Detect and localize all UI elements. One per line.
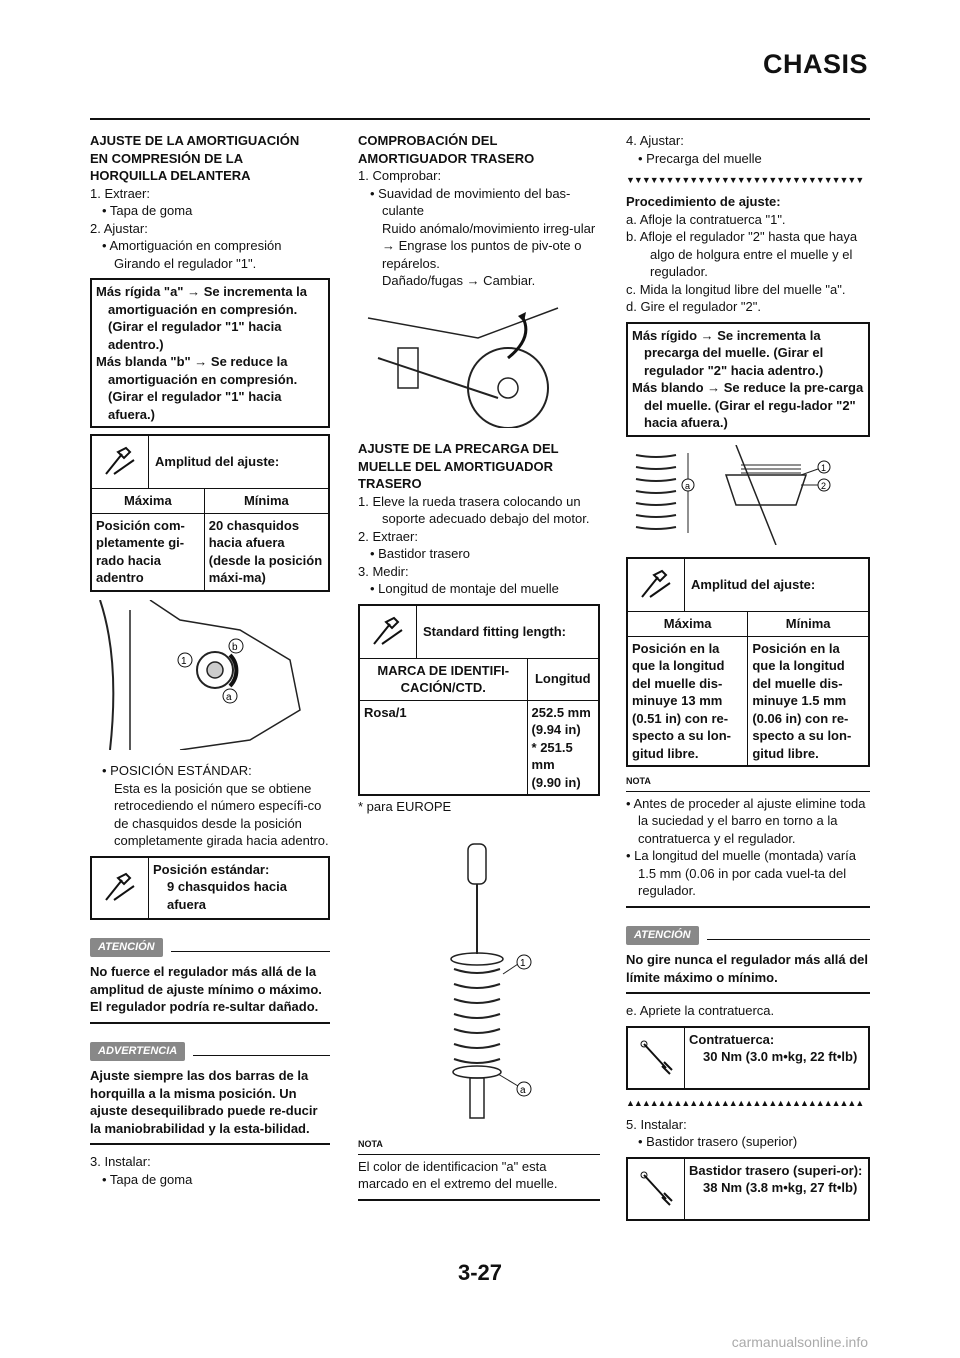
spec-title: Amplitud del ajuste: [155, 454, 280, 470]
step: 3. Medir: [358, 563, 409, 579]
torque-wrench-icon [628, 1159, 685, 1219]
spec-head-min: Mínima [204, 489, 328, 513]
caution-text: No gire nunca el regulador más allá del límite máximo o mínimo. [626, 951, 870, 994]
step: 1. Comprobar: [358, 168, 442, 183]
heading-line: EN COMPRESIÓN DE LA [90, 150, 244, 166]
length-line: 252.5 mm [531, 704, 591, 720]
spec-box [358, 604, 600, 797]
callout-1: 1 [181, 655, 187, 667]
adjust-box [626, 322, 870, 437]
note-label: NOTA [626, 776, 651, 786]
adjust-stiffer: Más rígido → Se incrementa la precarga del muelle. (Girar el regulador "2" hacia adentro.) [632, 327, 824, 378]
standard-value: 9 chasquidos hacia afuera [167, 879, 287, 912]
section-heading [358, 132, 600, 167]
procedure-step: c. Mida la longitud libre del muelle "a". [626, 281, 846, 297]
caution-block [626, 926, 870, 995]
torque-value: 38 Nm (3.8 m•kg, 27 ft•lb) [703, 1180, 858, 1195]
header-rule [90, 118, 870, 120]
note-block [358, 1136, 600, 1201]
step-item: • Tapa de goma [102, 1171, 193, 1187]
page-number: 3-27 [457, 1260, 503, 1285]
wrench-icon [628, 559, 685, 611]
caution-label: ATENCIÓN [626, 926, 699, 946]
watermark[interactable]: carmanualsonline.info [731, 1334, 868, 1350]
callout-1: 1 [821, 462, 827, 473]
standard-item: • POSICIÓN ESTÁNDAR: [102, 763, 252, 778]
spec-mark-value: Rosa/1 [364, 704, 407, 720]
preload-figure [626, 445, 870, 550]
procedure-step: b. Afloje el regulador "2" hasta que haya algo de holgura entre el muelle y el regulador. [626, 229, 858, 279]
step-item: • Tapa de goma [102, 203, 193, 218]
note-item: • La longitud del muelle (montada) varía 1.5 mm (0.06 in por cada vuel-ta del regulador. [626, 848, 857, 898]
column-1 [90, 132, 330, 1188]
spec-head-min: Mínima [748, 612, 868, 636]
spec-max-value: Posición en la que la longitud del muelle dis-minuye 13 mm (0.51 in) con re-specto a su lon-gitud libre. [632, 640, 731, 761]
step-subtext: Dañado/fugas → Cambiar. [382, 273, 536, 288]
step: 2. Ajustar: [90, 220, 148, 236]
procedure-step: a. Afloje la contratuerca "1". [626, 211, 786, 227]
spec-min-value: Posición en la que la longitud del muelle dis-minuye 1.5 mm (0.06 in) con re-specto a su lon-gitud libre. [748, 636, 868, 765]
callout-2: 2 [821, 480, 827, 491]
heading-line: MUELLE DEL AMORTIGUADOR [358, 458, 553, 474]
step-item: • Bastidor trasero (superior) [638, 1134, 798, 1149]
column-3 [626, 132, 870, 1227]
callout-a: a [520, 1084, 526, 1096]
length-line: (9.90 in) [531, 774, 581, 790]
procedure-heading: Procedimiento de ajuste: [626, 194, 781, 209]
spec-box [90, 434, 330, 592]
spec-head-max: Máxima [92, 489, 204, 513]
adjust-softer: Más blanda "b" → Se reduce la amortiguación en compresión. (Girar el regulador "1" hacia afuera.) [96, 354, 298, 422]
torque-box [626, 1157, 870, 1221]
warning-block [90, 1042, 330, 1146]
shock-spring-figure [358, 824, 600, 1129]
step: 1. Eleve la rueda trasera colocando un soporte adecuado debajo del motor. [358, 493, 590, 526]
step-item: • Amortiguación en compresión [102, 238, 282, 253]
section-heading [90, 132, 330, 185]
torque-box [626, 1026, 870, 1090]
procedure-step: d. Gire el regulador "2". [626, 299, 761, 314]
step-item: • Longitud de montaje del muelle [370, 581, 559, 596]
caution-block [90, 938, 330, 1024]
step-item: • Bastidor trasero [370, 546, 470, 561]
step: 5. Instalar: [626, 1116, 687, 1132]
adjust-box [90, 278, 330, 428]
spec-title: Standard fitting length: [423, 623, 566, 639]
procedure-step: e. Apriete la contratuerca. [626, 1003, 775, 1018]
step-subtext: Ruido anómalo/movimiento irreg-ular → Engrase los puntos de piv-ote o repárelos. [382, 220, 596, 271]
torque-wrench-icon [628, 1028, 685, 1088]
callout-b: b [232, 641, 238, 653]
swingarm-figure [358, 298, 600, 433]
torque-value: 30 Nm (3.0 m•kg, 22 ft•lb) [703, 1049, 858, 1064]
section-heading [358, 440, 600, 493]
length-line: (9.94 in) [531, 722, 581, 737]
procedure-start-marker: ▼▼▼▼▼▼▼▼▼▼▼▼▼▼▼▼▼▼▼▼▼▼▼▼▼▼▼▼▼▼ [626, 175, 864, 185]
torque-title: Contratuerca: [689, 1031, 775, 1047]
step: 3. Instalar: [90, 1154, 151, 1169]
length-line: * 251.5 mm [531, 739, 573, 772]
note-text: El color de identificacion "a" esta marcado en el extremo del muelle. [358, 1155, 600, 1201]
fork-adjuster-figure [90, 600, 330, 755]
heading-line: TRASERO [358, 476, 422, 491]
spec-min-value: 20 chasquidos hacia afuera (desde la posición máxi-ma) [204, 513, 328, 590]
step-item: • Suavidad de movimiento del bas-culante [370, 185, 571, 218]
callout-a: a [226, 691, 232, 703]
spec-head-max: Máxima [628, 612, 748, 636]
note-label: NOTA [358, 1139, 383, 1149]
adjust-softer: Más blando → Se reduce la pre-carga del muelle. (Girar el regu-lador "2" hacia afuera.) [632, 380, 864, 430]
wrench-icon [92, 436, 149, 488]
spec-length-value [527, 700, 598, 794]
step-item: • Precarga del muelle [638, 150, 762, 166]
wrench-icon [360, 606, 417, 658]
spec-head-length: Longitud [527, 659, 598, 701]
warning-label: ADVERTENCIA [90, 1042, 185, 1062]
heading-line: AMORTIGUADOR TRASERO [358, 150, 535, 166]
spec-box [626, 557, 870, 767]
warning-text: Ajuste siempre las dos barras de la horquilla a la misma posición. Un ajuste desequilibrado puede re-ducir la maniobrabilidad y la esta-bilidad. [90, 1067, 330, 1145]
standard-text: Esta es la posición que se obtiene retrocediendo el número específi-co de chasquidos desde la posición completamente girada hacia adentro. [114, 780, 329, 848]
note-item: • Antes de proceder al ajuste elimine toda la suciedad y el barro en torno a la contratuerca y el regulador. [626, 795, 866, 846]
step-subtext: Girando el regulador "1". [114, 255, 257, 271]
step: 4. Ajustar: [626, 133, 684, 148]
spec-head-mark: MARCA DE IDENTIFI-CACIÓN/CTD. [360, 659, 527, 701]
adjust-stiffer: Más rígida "a" → Se incrementa la amortiguación en compresión. (Girar el regulador "1" hacia adentro.) [96, 284, 308, 352]
heading-line: COMPROBACIÓN DEL [358, 133, 498, 148]
step: 1. Extraer: [90, 185, 150, 201]
step: 2. Extraer: [358, 528, 418, 544]
footnote: * para EUROPE [358, 799, 452, 814]
wrench-icon [92, 858, 149, 918]
standard-position-box [90, 856, 330, 920]
caution-text: No fuerce el regulador más allá de la amplitud de ajuste mínimo o máximo. El regulador podría re-sultar dañado. [90, 963, 330, 1024]
callout-a: a [685, 480, 691, 491]
spec-title: Amplitud del ajuste: [691, 577, 816, 593]
callout-1: 1 [520, 957, 526, 969]
heading-line: HORQUILLA DELANTERA [90, 168, 251, 183]
heading-line: AJUSTE DE LA AMORTIGUACIÓN [90, 133, 300, 148]
procedure-end-marker: ▲▲▲▲▲▲▲▲▲▲▲▲▲▲▲▲▲▲▲▲▲▲▲▲▲▲▲▲▲▲ [626, 1097, 864, 1108]
caution-label: ATENCIÓN [90, 938, 163, 958]
page-title: CHASIS [762, 49, 868, 79]
spec-max-value: Posición com-pletamente gi-rado hacia adentro [96, 517, 185, 585]
heading-line: AJUSTE DE LA PRECARGA DEL [358, 441, 559, 456]
note-block [626, 773, 870, 908]
standard-title: Posición estándar: [153, 861, 270, 877]
torque-title: Bastidor trasero (superi-or): [689, 1162, 863, 1178]
column-2 [358, 132, 600, 1201]
